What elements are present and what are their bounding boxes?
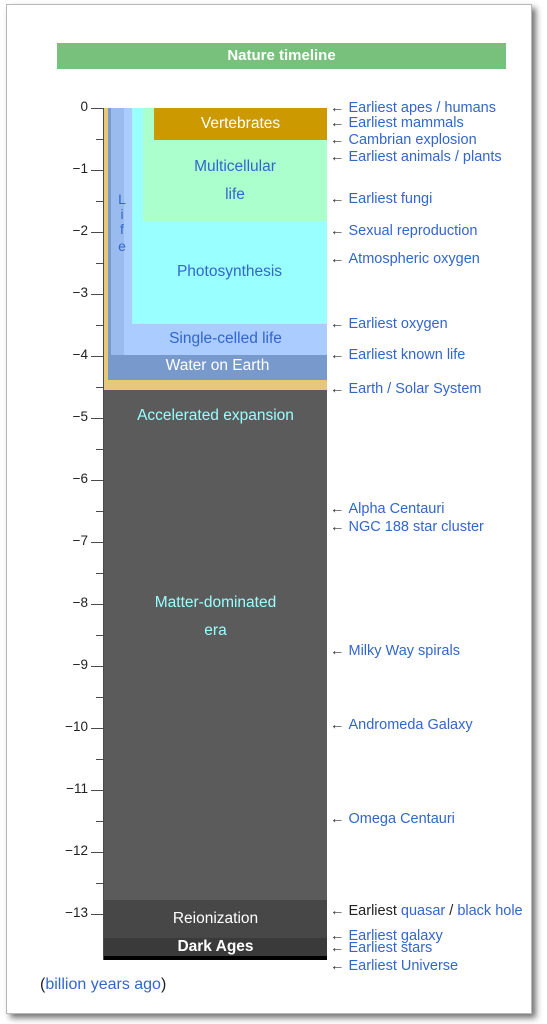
axis-minor-tick	[96, 697, 103, 698]
event-cambrian-explosion[interactable]	[330, 133, 477, 148]
event-label[interactable]: Milky Way spirals	[348, 643, 460, 659]
multicellular-label-line2: life	[225, 186, 245, 203]
vertebrates-label: Vertebrates	[200, 115, 281, 132]
arrow-left-icon: ←	[330, 643, 345, 659]
arrow-left-icon: ←	[330, 381, 345, 397]
arrow-left-icon: ←	[330, 958, 345, 974]
life-letter: f	[120, 221, 124, 237]
matter-dominated-band	[104, 585, 327, 649]
arrow-left-icon: ←	[330, 149, 345, 165]
multicellular-label-line1: Multicellular	[194, 158, 276, 175]
axis-minor-tick	[96, 883, 103, 884]
life-letter: L	[118, 191, 126, 207]
axis-tick-label: −12	[65, 843, 88, 858]
axis-tick-label: −13	[65, 905, 88, 920]
axis-major-tick	[91, 232, 103, 233]
axis-tick-label: −8	[72, 595, 88, 610]
event-label[interactable]: Earliest known life	[348, 347, 466, 363]
arrow-left-icon: ←	[330, 928, 345, 944]
timeline-title: Nature timeline	[57, 43, 506, 69]
event-label[interactable]: Atmospheric oxygen	[348, 251, 480, 267]
axis-minor-tick	[96, 821, 103, 822]
axis-minor-tick	[96, 449, 103, 450]
single-celled-life-label: Single-celled life	[169, 330, 282, 347]
event-label-prefix: Earliest	[348, 903, 401, 919]
axis-tick-label: −3	[72, 285, 88, 300]
life-letter: i	[120, 206, 124, 222]
arrow-left-icon: ←	[330, 115, 345, 131]
earliest-universe-band	[104, 956, 327, 960]
axis-minor-tick	[96, 139, 103, 140]
arrow-left-icon: ←	[330, 132, 345, 148]
event-label[interactable]: Andromeda Galaxy	[348, 717, 473, 733]
axis-major-tick	[91, 418, 103, 419]
axis-tick-label: −9	[72, 657, 88, 672]
event-label[interactable]: Cambrian explosion	[348, 132, 477, 148]
event-label[interactable]: Earth / Solar System	[348, 381, 482, 397]
axis-minor-tick	[96, 573, 103, 574]
arrow-left-icon: ←	[330, 519, 345, 535]
axis-major-tick	[91, 480, 103, 481]
reionization-label: Reionization	[172, 910, 259, 927]
event-earliest-animals-plants[interactable]	[330, 150, 502, 165]
event-label[interactable]: Earliest galaxy	[348, 928, 443, 944]
arrow-left-icon: ←	[330, 501, 345, 517]
event-label[interactable]: Sexual reproduction	[348, 223, 478, 239]
event-earliest-mammals[interactable]	[330, 116, 464, 131]
event-earliest-quasar[interactable]	[330, 904, 523, 919]
event-label[interactable]: Alpha Centauri	[348, 501, 445, 517]
event-sexual-reproduction[interactable]	[330, 224, 477, 239]
matter-era-label-line2: era	[204, 622, 227, 639]
event-alpha-centauri[interactable]	[330, 502, 444, 517]
event-label[interactable]: Earliest Universe	[348, 958, 459, 974]
event-earliest-known-life[interactable]	[330, 348, 465, 363]
axis-minor-tick	[96, 635, 103, 636]
reionization-band	[104, 900, 327, 938]
event-label[interactable]: Earliest apes / humans	[348, 100, 496, 116]
event-label-separator: /	[445, 903, 458, 919]
event-label[interactable]: Earliest stars	[348, 940, 433, 956]
axis-major-tick	[91, 170, 103, 171]
vertebrates-band	[154, 108, 327, 140]
axis-minor-tick	[96, 325, 103, 326]
event-milky-way-spirals[interactable]	[330, 644, 460, 659]
arrow-left-icon: ←	[330, 811, 345, 827]
axis-minor-tick	[96, 511, 103, 512]
event-earth-solar-system[interactable]	[330, 382, 481, 397]
axis-tick-label: −11	[66, 781, 88, 796]
axis-major-tick	[91, 790, 103, 791]
unit-close-paren: )	[160, 976, 167, 993]
matter-era-label-line1: Matter-dominated	[154, 594, 277, 611]
axis-minor-tick	[96, 201, 103, 202]
unit-note	[40, 976, 166, 994]
axis-major-tick	[91, 914, 103, 915]
event-andromeda-galaxy[interactable]	[330, 718, 473, 733]
arrow-left-icon: ←	[330, 223, 345, 239]
event-earliest-stars[interactable]	[330, 941, 432, 956]
event-label[interactable]: Earliest oxygen	[348, 316, 448, 332]
axis-minor-tick	[96, 759, 103, 760]
arrow-left-icon: ←	[330, 316, 345, 332]
event-earliest-oxygen[interactable]	[330, 317, 448, 332]
axis-major-tick	[91, 852, 103, 853]
axis-major-tick	[91, 356, 103, 357]
axis-minor-tick	[96, 263, 103, 264]
axis-tick-label: −2	[72, 223, 88, 238]
life-letter: e	[118, 238, 126, 254]
axis-tick-label: −1	[72, 161, 88, 176]
unit-open-paren: (	[40, 976, 46, 993]
event-earliest-fungi[interactable]	[330, 192, 432, 207]
event-omega-centauri[interactable]	[330, 812, 455, 827]
event-earliest-universe[interactable]	[330, 959, 458, 974]
axis-tick-label: −5	[72, 409, 88, 424]
dark-ages-label: Dark Ages	[177, 938, 254, 955]
event-label[interactable]: Earliest mammals	[348, 115, 464, 131]
arrow-left-icon: ←	[330, 100, 345, 116]
event-atmospheric-oxygen[interactable]	[330, 252, 480, 267]
accelerated-expansion-label: Accelerated expansion	[137, 407, 294, 424]
axis-tick-label: −7	[72, 533, 88, 548]
event-earliest-apes[interactable]	[330, 101, 496, 116]
arrow-left-icon: ←	[330, 940, 345, 956]
event-label[interactable]: Omega Centauri	[348, 811, 455, 827]
axis-major-tick	[91, 728, 103, 729]
event-label[interactable]: Earliest fungi	[348, 191, 433, 207]
axis-major-tick	[91, 294, 103, 295]
arrow-left-icon: ←	[330, 717, 345, 733]
axis-major-tick	[91, 108, 103, 109]
event-label[interactable]: NGC 188 star cluster	[348, 519, 484, 535]
arrow-left-icon: ←	[330, 347, 345, 363]
axis-major-tick	[91, 666, 103, 667]
arrow-left-icon: ←	[330, 191, 345, 207]
dark-ages-band	[104, 938, 327, 956]
axis-major-tick	[91, 542, 103, 543]
arrow-left-icon: ←	[330, 251, 345, 267]
black-hole-link[interactable]: black hole	[457, 903, 523, 919]
water-on-earth-label: Water on Earth	[165, 357, 270, 374]
axis-tick-label: −4	[72, 347, 88, 362]
axis-minor-tick	[96, 387, 103, 388]
photosynthesis-label: Photosynthesis	[176, 263, 283, 280]
arrow-left-icon: ←	[330, 903, 345, 919]
axis-tick-label: 0	[80, 99, 88, 114]
event-ngc-188[interactable]	[330, 520, 484, 535]
axis-tick-label: −10	[65, 719, 88, 734]
unit-link[interactable]: billion years ago	[45, 976, 161, 993]
axis-tick-label: −6	[72, 471, 88, 486]
event-label[interactable]: Earliest animals / plants	[348, 149, 502, 165]
quasar-link[interactable]: quasar	[400, 903, 446, 919]
axis-major-tick	[91, 604, 103, 605]
